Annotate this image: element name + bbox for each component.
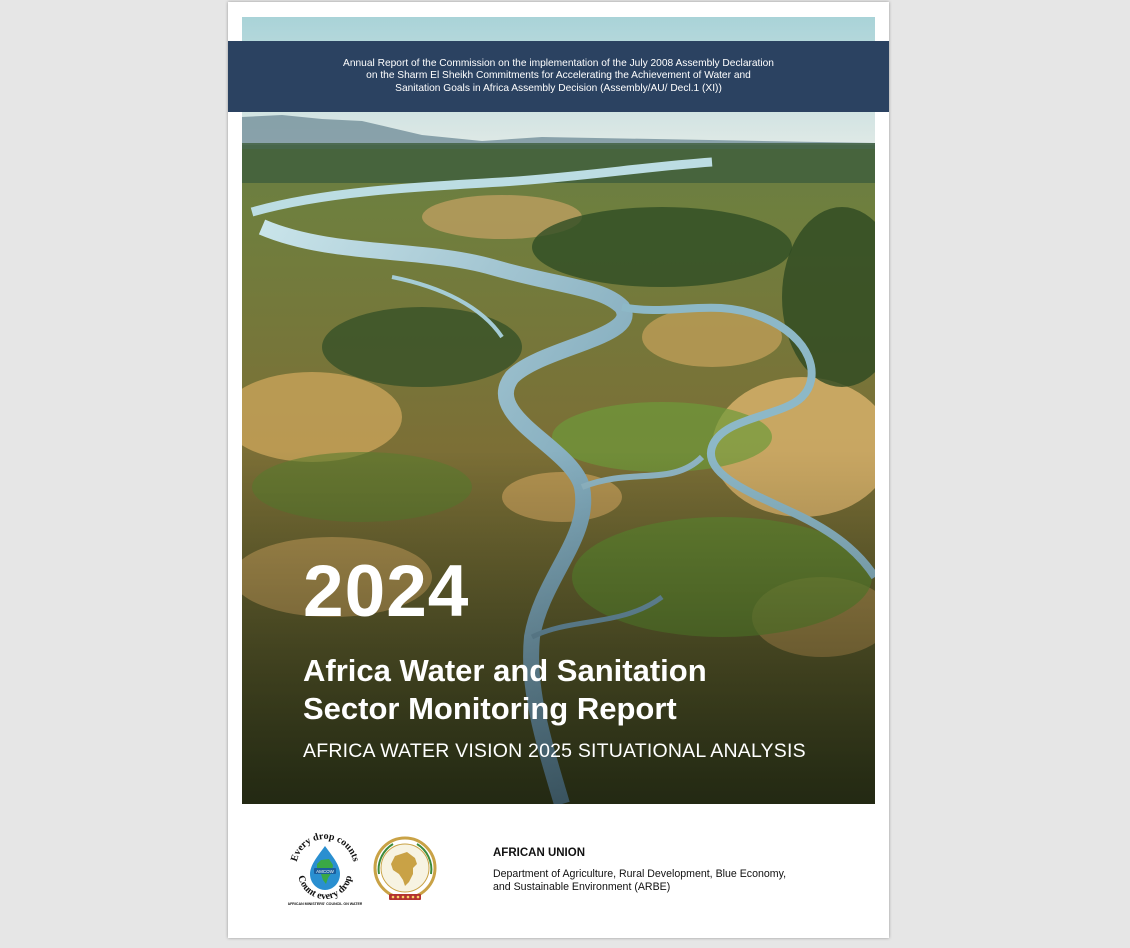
african-union-emblem-icon bbox=[367, 834, 443, 904]
amcow-footer: AFRICAN MINISTERS' COUNCIL ON WATER bbox=[288, 902, 362, 906]
document-page bbox=[228, 2, 889, 938]
organization-block bbox=[493, 847, 833, 893]
cover-photo bbox=[242, 17, 875, 804]
organization-name: AFRICAN UNION bbox=[493, 847, 585, 859]
header-banner bbox=[228, 41, 889, 112]
amcow-badge: AMCOW bbox=[316, 869, 334, 874]
organization-department: Department of Agriculture, Rural Development, Blue Economy, and Sustainable Environment (ARBE) bbox=[493, 868, 787, 893]
banner-text: Annual Report of the Commission on the implementation of the July 2008 Assembly Declaration on the Sharm El Sheikh Commitments for Accelerating the Achievement of Water and Sanitation Goals in Africa Assembly Decision (Assembly/AU/ Decl.1 (XI)) bbox=[343, 57, 774, 94]
amcow-logo-icon bbox=[288, 828, 362, 908]
amcow-slogan-bottom: Count every drop bbox=[295, 874, 355, 903]
report-title: Africa Water and Sanitation Sector Monitoring Report bbox=[303, 653, 707, 726]
report-year: 2024 bbox=[303, 551, 470, 632]
report-subtitle: AFRICA WATER VISION 2025 SITUATIONAL ANALYSIS bbox=[303, 740, 806, 762]
amcow-slogan-top: Every drop counts bbox=[288, 830, 362, 863]
